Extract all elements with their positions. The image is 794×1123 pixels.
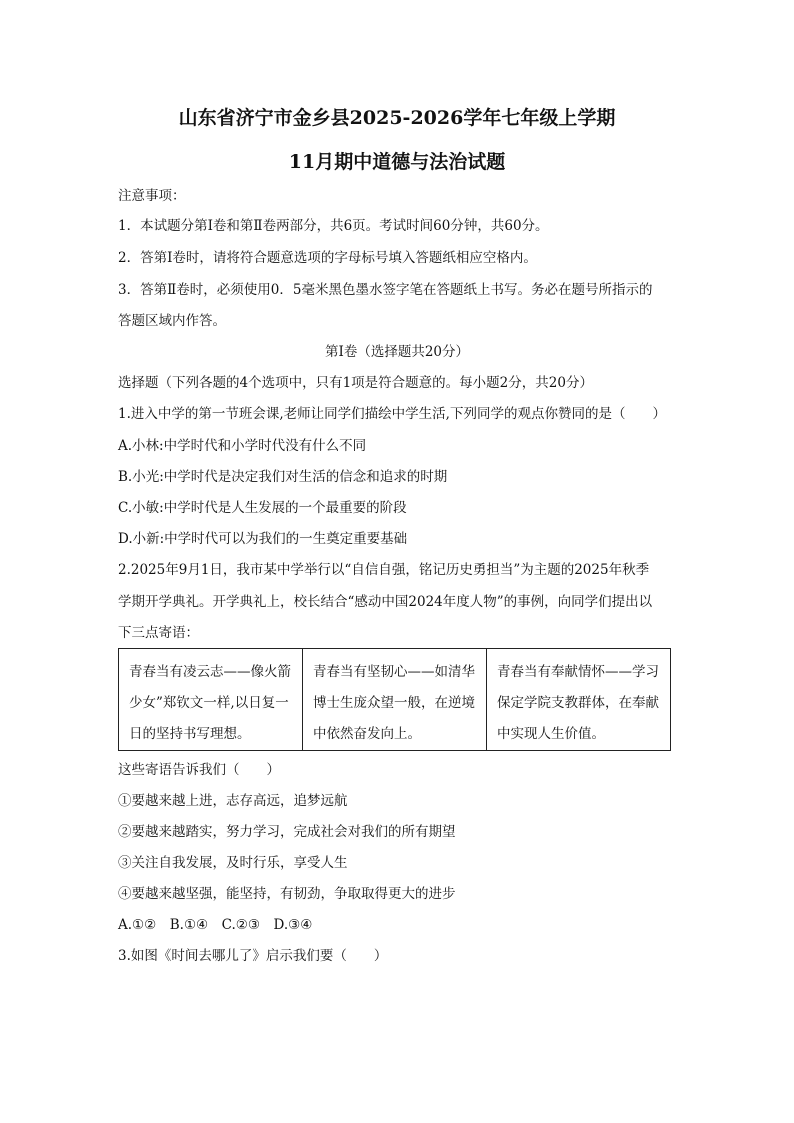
- q2-stem-line1: 2.2025年9月1日，我市某中学举行以“自信自强，铭记历史勇担当”为主题的2025年秋季: [118, 562, 650, 578]
- table-cell-text: 青春当有奉献情怀——学习: [497, 664, 659, 680]
- q1-option-a: A.小林:中学时代和小学时代没有什么不同: [118, 438, 367, 454]
- note-item-2: 2．答第Ⅰ卷时，请将符合题意选项的字母标号填入答题纸相应空格内。: [118, 250, 537, 266]
- exam-title-line1: 山东省济宁市金乡县2025-2026学年七年级上学期: [178, 107, 616, 129]
- table-cell-text: 少女”郑钦文一样,以日复一: [129, 695, 289, 711]
- q1-stem: 1.进入中学的第一节班会课,老师让同学们描绘中学生活,下列同学的观点你赞同的是（ ）: [118, 406, 666, 422]
- q3-stem: 3.如图《时间去哪儿了》启示我们要（ ）: [118, 948, 388, 964]
- section-heading: 第Ⅰ卷（选择题共20分）: [324, 344, 469, 360]
- q1-option-c: C.小敏:中学时代是人生发展的一个最重要的阶段: [118, 500, 407, 516]
- q2-statement-4: ④要越来越坚强，能坚持，有韧劲，争取取得更大的进步: [118, 886, 456, 902]
- table-cell-text: 博士生庞众望一般，在逆境: [313, 695, 475, 711]
- table-cell-text: 中实现人生价值。: [497, 726, 605, 742]
- note-item-3-line2: 答题区域内作答。: [118, 313, 226, 329]
- table-cell-text: 保定学院支教群体，在奉献: [497, 695, 659, 711]
- q2-table-cell-2: [302, 649, 486, 750]
- section-instructions: 选择题（下列各题的4个选项中，只有1项是符合题意的。每小题2分，共20分）: [118, 375, 593, 391]
- table-cell-text: 青春当有坚韧心——如清华: [313, 664, 475, 680]
- q1-option-d: D.小新:中学时代可以为我们的一生奠定重要基础: [118, 531, 408, 547]
- q2-choices: A.①② B.①④ C.②③ D.③④: [118, 917, 313, 933]
- q1-option-b: B.小光:中学时代是决定我们对生活的信念和追求的时期: [118, 469, 448, 485]
- q2-question: 这些寄语告诉我们（ ）: [118, 762, 280, 778]
- q2-statement-1: ①要越来越上进，志存高远，追梦远航: [118, 793, 348, 809]
- q2-statement-2: ②要越来越踏实，努力学习，完成社会对我们的所有期望: [118, 824, 456, 840]
- q2-table-cell-3: [486, 649, 670, 750]
- table-cell-text: 日的坚持书写理想。: [129, 726, 251, 742]
- notes-heading: 注意事项：: [118, 188, 186, 204]
- table-cell-text: 青春当有凌云志——像火箭: [129, 664, 291, 680]
- exam-title-line2: 11月期中道德与法治试题: [288, 151, 506, 173]
- q2-table-cell-1: [119, 649, 302, 750]
- note-item-3-line1: 3．答第Ⅱ卷时，必须使用0．5毫米黑色墨水签字笔在答题纸上书写。务必在题号所指示的: [118, 282, 653, 298]
- q2-stem-line2: 学期开学典礼。开学典礼上，校长结合“感动中国2024年度人物”的事例，向同学们提出以: [118, 594, 653, 610]
- table-cell-text: 中依然奋发向上。: [313, 726, 421, 742]
- q2-stem-line3: 下三点寄语：: [118, 625, 199, 641]
- note-item-1: 1．本试题分第Ⅰ卷和第Ⅱ卷两部分，共6页。考试时间60分钟，共60分。: [118, 218, 549, 234]
- q2-quote-table: [118, 648, 671, 751]
- q2-statement-3: ③关注自我发展，及时行乐，享受人生: [118, 855, 348, 871]
